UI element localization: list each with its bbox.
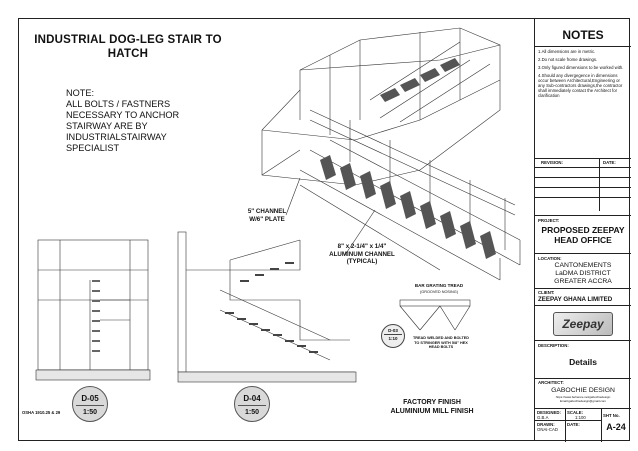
- notes-heading: NOTES: [562, 28, 604, 42]
- scale-label: SCALE:: [567, 410, 583, 415]
- note-item: 3.Only figured dimensions to be worked with.: [538, 65, 624, 70]
- isometric-stair-treads: [320, 58, 496, 259]
- client-name: ZEEPAY GHANA LIMITED: [538, 296, 613, 303]
- finish-note: FACTORY FINISH ALUMINIUM MILL FINISH: [390, 399, 474, 415]
- callout-channel-plate: 5" CHANNEL W/6" PLATE: [247, 208, 287, 223]
- grating-subtitle: (GROOVED NOSING): [420, 290, 458, 294]
- client-label: CLIENT:: [538, 290, 555, 295]
- architect-name: GABOCHIE DESIGN: [551, 387, 615, 394]
- revision-table: [535, 158, 631, 210]
- grating-title: BAR GRATING TREAD: [414, 283, 464, 288]
- callout-aluminum-channel: 8" x 2-1/4" x 1/4" ALUMINUM CHANNEL (TYPICAL): [329, 243, 395, 265]
- project-name: PROPOSED ZEEPAY HEAD OFFICE: [541, 225, 625, 245]
- bar-grating-detail: [400, 300, 470, 330]
- sheet-info-box: [535, 408, 631, 441]
- detail-tag-id: D-04: [243, 394, 261, 403]
- logo-box: [535, 305, 631, 339]
- description-box: [535, 340, 631, 378]
- scale-value: 1:100: [575, 415, 586, 420]
- note-item: 2.Do not scale frome drawings.: [538, 57, 598, 62]
- title-block: [534, 18, 630, 441]
- designed-label: DESIGNED:: [537, 410, 561, 415]
- sheet-no-label: SHT No.: [603, 413, 620, 418]
- detail-ref-id: D-03: [388, 328, 398, 333]
- location-box: [535, 253, 631, 287]
- elevation-d05-hatching: [92, 280, 100, 352]
- description-label: DESCRIPTION:: [538, 343, 569, 348]
- designed-by: G.B.A: [537, 415, 549, 420]
- note-item: 4.Should any divergegence in dimensions occur between Architectural,Engineering or any Sub-contractors drawings,the contractor shall immediately contact the Architect for clarification: [538, 73, 623, 98]
- detail-tag-d04: [234, 386, 270, 422]
- project-label: PROJECT:: [538, 218, 560, 223]
- revision-label: REVISION:: [541, 160, 563, 165]
- detail-tag-scale: 1:50: [244, 409, 259, 416]
- sheet-date-label: DATE:: [567, 422, 580, 427]
- description-text: Details: [569, 357, 597, 367]
- drawn-label: DRAWN:: [537, 422, 555, 427]
- client-logo-text: Zeepay: [562, 317, 604, 331]
- drawing-title: INDUSTRIAL DOG-LEG STAIR TO HATCH: [34, 34, 222, 60]
- client-box: [535, 288, 631, 304]
- drawn-by: ONAI-CAD: [537, 427, 559, 432]
- notes-list: [538, 49, 628, 98]
- detail-tag-d05: [72, 386, 108, 422]
- location-label: LOCATION:: [538, 256, 562, 261]
- architect-box: [535, 378, 631, 408]
- project-box: [535, 215, 631, 253]
- bolt-note: NOTE: ALL BOLTS / FASTNERS NECESSARY TO ANCHOR STAIRWAY ARE BY INDUSTRIALSTAIRWAY SPECIALIST: [66, 88, 180, 153]
- detail-tag-scale: 1:50: [82, 409, 97, 416]
- detail-tag-id: D-05: [81, 394, 99, 403]
- location-text: CANTONEMENTS LaDMA DISTRICT GREATER ACCRA: [554, 262, 612, 285]
- osha-reference: OSHA 1910.25 & 29: [22, 410, 61, 415]
- revision-date-label: DATE:: [603, 160, 616, 165]
- architect-label: ARCHITECT:: [538, 380, 564, 385]
- detail-ref-scale: 1:10: [388, 336, 398, 341]
- section-d04-treads: [225, 262, 318, 353]
- detail-ref-bubble: [381, 324, 405, 348]
- note-item: 1.All dimensions are in metric.: [538, 49, 596, 54]
- grating-note: TREAD WELDED AND BOLTED TO STRINGER WITH 5/8" HEX HEAD BOLTS: [412, 336, 470, 350]
- client-logo: [553, 312, 613, 336]
- architect-contact: https://www.behance.net/gabochiedesign Email:gabochiedesign@gmail.com: [555, 395, 611, 403]
- sheet-number: A-24: [606, 422, 626, 432]
